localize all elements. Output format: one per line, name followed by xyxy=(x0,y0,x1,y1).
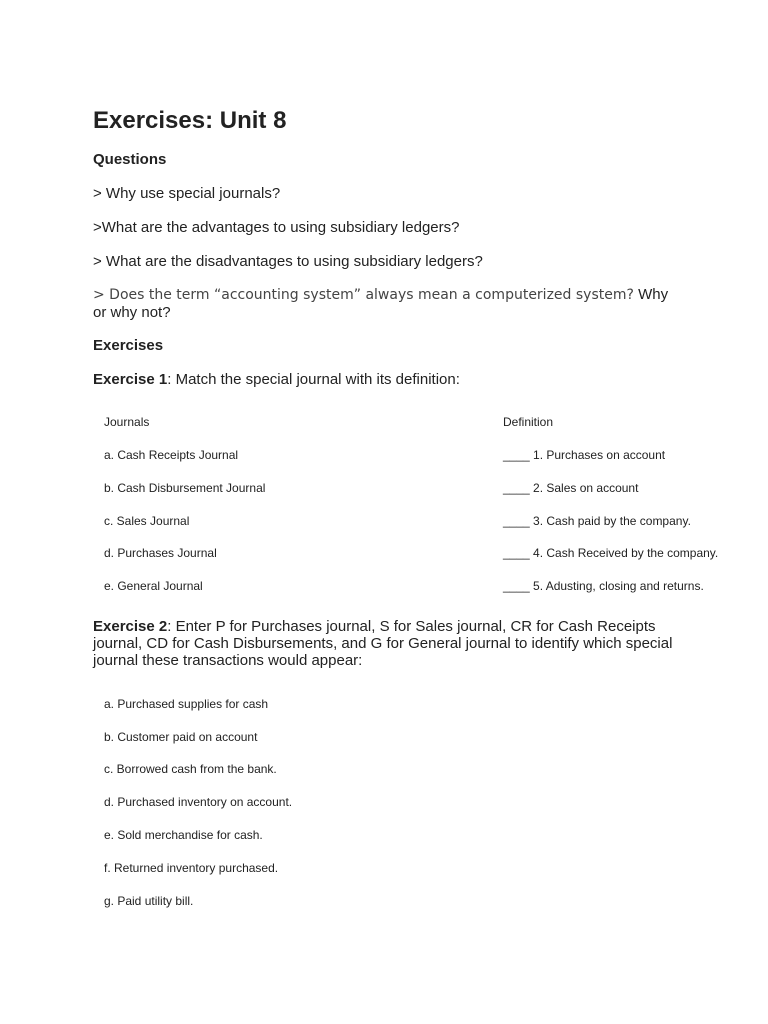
definition-item: ____ 1. Purchases on account xyxy=(503,448,666,462)
transaction-item: d. Purchased inventory on account. xyxy=(104,795,293,809)
question-4 xyxy=(93,286,683,321)
definition-item: ____ 5. Adusting, closing and returns. xyxy=(503,579,704,593)
question-4-part2: Why or why not? xyxy=(93,286,669,321)
page-title: Exercises: Unit 8 xyxy=(93,107,287,134)
transaction-item: g. Paid utility bill. xyxy=(104,894,194,908)
exercise-2-text: : Enter P for Purchases journal, S for Sales journal, CR for Cash Receipts journal, CD for Cash Disbursements, and G for General journal to identify which special journal these transactions would appear: xyxy=(93,618,673,669)
journal-item: b. Cash Disbursement Journal xyxy=(104,481,266,495)
question-1: > Why use special journals? xyxy=(93,185,281,202)
journal-item: c. Sales Journal xyxy=(104,514,190,528)
definition-item: ____ 2. Sales on account xyxy=(503,481,639,495)
questions-heading: Questions xyxy=(93,151,167,168)
definition-item: ____ 4. Cash Received by the company. xyxy=(503,546,719,560)
journal-item: e. General Journal xyxy=(104,579,203,593)
transaction-item: a. Purchased supplies for cash xyxy=(104,697,269,711)
question-2: >What are the advantages to using subsidiary ledgers? xyxy=(93,219,460,236)
transaction-item: e. Sold merchandise for cash. xyxy=(104,828,263,842)
exercises-heading: Exercises xyxy=(93,337,164,354)
definition-item: ____ 3. Cash paid by the company. xyxy=(503,514,691,528)
exercise-1-text: : Match the special journal with its definition: xyxy=(167,371,460,388)
exercise-1-prompt xyxy=(93,371,683,388)
journal-item: a. Cash Receipts Journal xyxy=(104,448,239,462)
exercise-1-label: Exercise 1 xyxy=(93,371,168,388)
transaction-item: c. Borrowed cash from the bank. xyxy=(104,762,277,776)
journals-header: Journals xyxy=(104,415,150,429)
exercise-2-prompt xyxy=(93,618,683,669)
transaction-item: b. Customer paid on account xyxy=(104,730,258,744)
definition-header: Definition xyxy=(503,415,554,429)
question-4-part1: > Does the term “accounting system” always mean a computerized system? xyxy=(93,287,634,303)
journal-item: d. Purchases Journal xyxy=(104,546,217,560)
question-3: > What are the disadvantages to using subsidiary ledgers? xyxy=(93,253,483,270)
exercise-2-label: Exercise 2 xyxy=(93,618,168,635)
transaction-item: f. Returned inventory purchased. xyxy=(104,861,279,875)
